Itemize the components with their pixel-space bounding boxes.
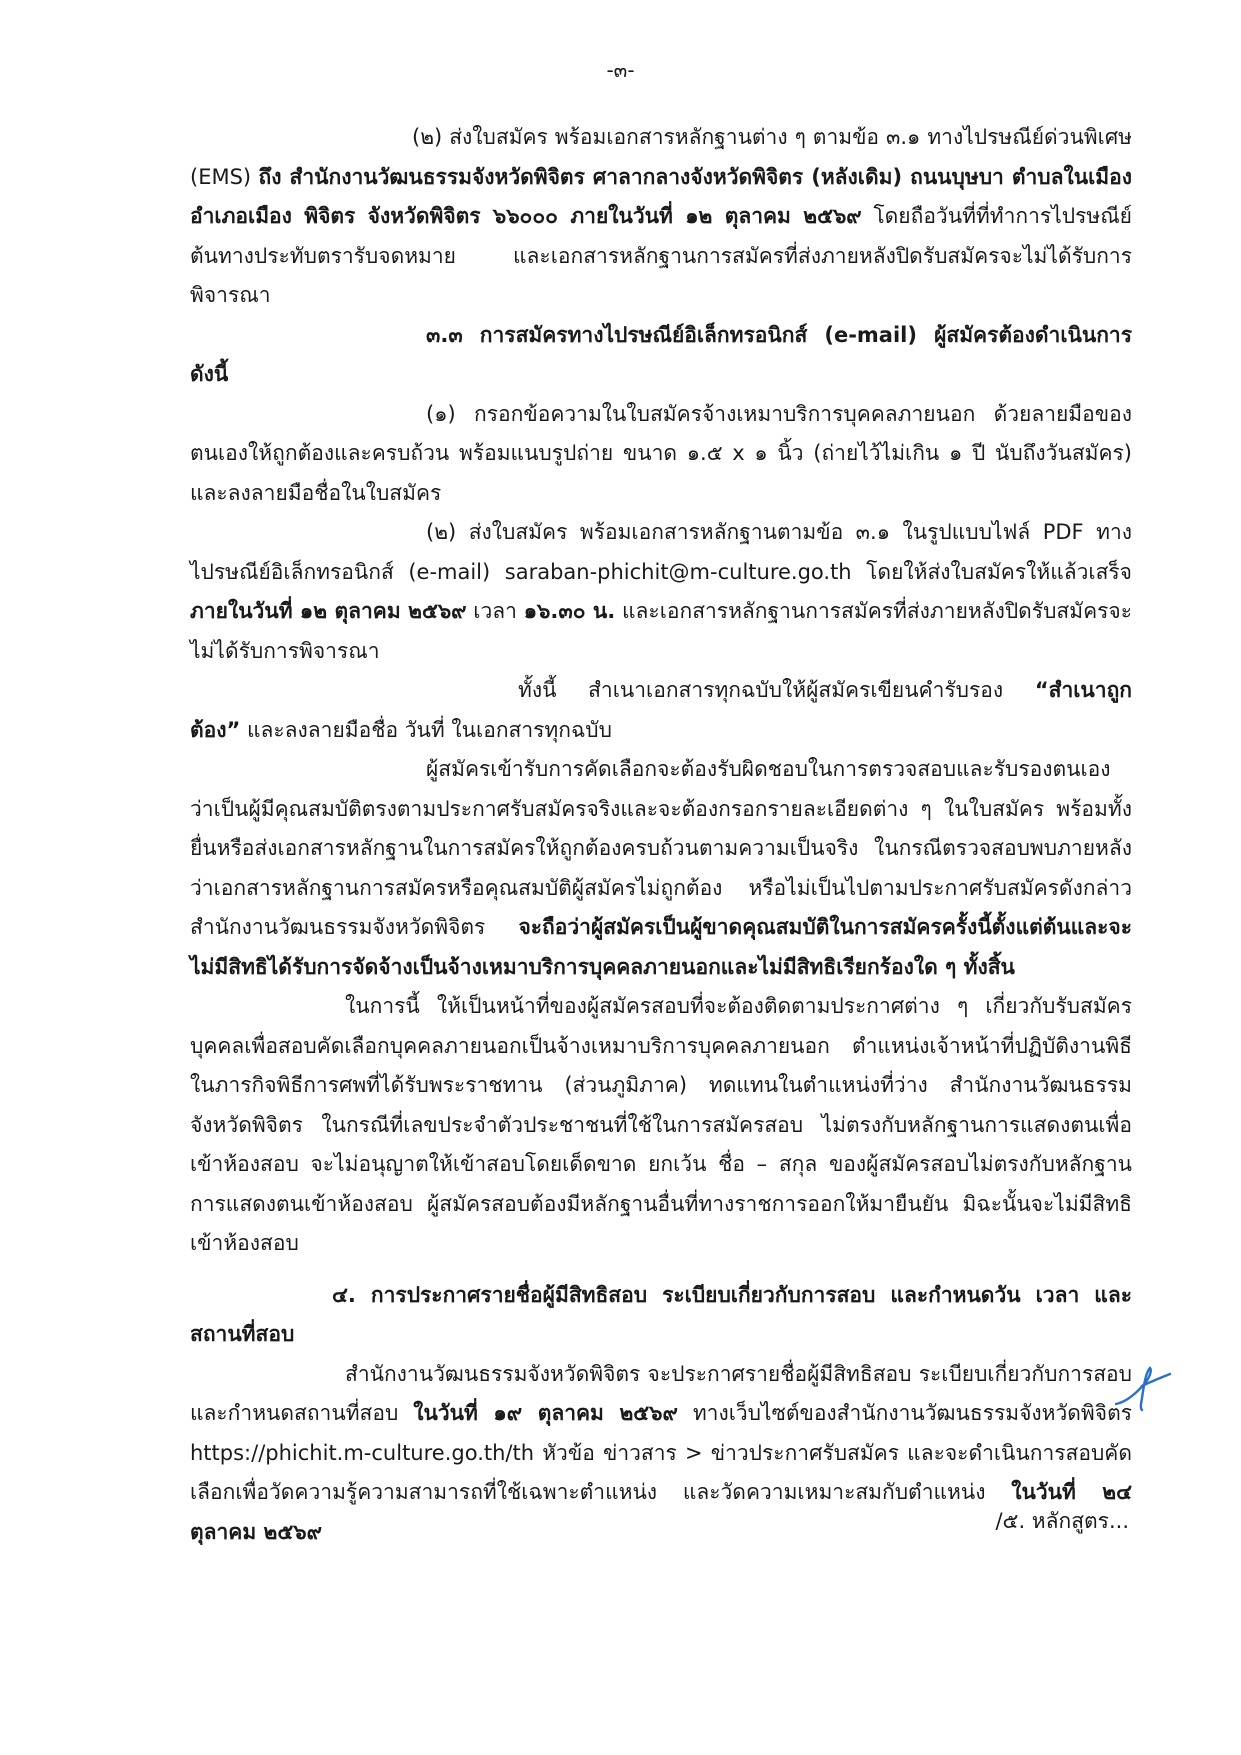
paragraph-email-step-1: (๑) กรอกข้อความในใบสมัครจ้างเหมาบริการบุคคลภายนอก ด้วยลายมือของตนเองให้ถูกต้องและครบถ้วน พร้อมแนบรูปถ่าย ขนาด ๑.๕ x ๑ นิ้ว (ถ่ายไว้ไม่เกิน ๑ ปี นับถึงวันสมัคร) และลงลายมือชื่อในใบสมัคร [190,401,1132,505]
paragraph-follow-announcements: ในการนี้ ให้เป็นหน้าที่ของผู้สมัครสอบที่จะต้องติดตามประกาศต่าง ๆ เกี่ยวกับรับสมัครบุคคลเพื่อสอบคัดเลือกบุคคลภายนอกเป็นจ้างเหมาบริการบุคคลภายนอก ตำแหน่งเจ้าหน้าที่ปฏิบัติงานพิธี ในภารกิจพิธีการศพที่ได้รับพระราชทาน (ส่วนภูมิภาค) ทดแทนในตำแหน่งที่ว่าง สำนักงานวัฒนธรรมจังหวัดพิจิตร ในกรณีที่เลขประจำตัวประชาชนที่ใช้ในการสมัครสอบ ไม่ตรงกับหลักฐานการแสดงตนเพื่อเข้าห้องสอบ จะไม่อนุญาตให้เข้าสอบโดยเด็ดขาด ยกเว้น ชื่อ – สกุล ของผู้สมัครสอบไม่ตรงกับหลักฐานการแสดงตนเข้าห้องสอบ ผู้สมัครสอบต้องมีหลักฐานอื่นที่ทางราชการออกให้มายืนยัน มิฉะนั้นจะไม่มีสิทธิเข้าห้องสอบ [190,994,1132,1255]
section-heading-4: ๔. การประกาศรายชื่อผู้มีสิทธิสอบ ระเบียบเกี่ยวกับการสอบ และกำหนดวัน เวลา และสถานที่สอบ [190,1282,1132,1346]
paragraph-applicant-responsibility: ผู้สมัครเข้ารับการคัดเลือกจะต้องรับผิดชอบในการตรวจสอบและรับรองตนเองว่าเป็นผู้มีคุณสมบัติตรงตามประกาศรับสมัครจริงและจะต้องกรอกรายละเอียดต่าง ๆ ในใบสมัคร พร้อมทั้งยื่นหรือส่งเอกสารหลักฐานในการสมัครให้ถูกต้องครบถ้วนตามความเป็นจริง ในกรณีตรวจสอบพบภายหลังว่าเอกสารหลักฐานการสมัครหรือคุณสมบัติผู้สมัครไม่ถูกต้อง หรือไม่เป็นไปตามประกาศรับสมัครดังกล่าว สำนักงานวัฒนธรรมจังหวัดพิจิตร จะถือว่าผู้สมัครเป็นผู้ขาดคุณสมบัติในการสมัครครั้งนี้ตั้งแต่ต้นและจะไม่มีสิทธิได้รับการจัดจ้างเป็นจ้างเหมาบริการบุคคลภายนอกและไม่มีสิทธิเรียกร้องใด ๆ ทั้งสิ้น [190,757,1132,979]
paragraph-email-step-2: (๒) ส่งใบสมัคร พร้อมเอกสารหลักฐานตามข้อ ๓.๑ ในรูปแบบไฟล์ PDF ทางไปรษณีย์อิเล็กทรอนิกส์ (e-mail) saraban-phichit@m-culture.go.th โดยให้ส่งใบสมัครให้แล้วเสร็จ ภายในวันที่ ๑๒ ตุลาคม ๒๕๖๙ เวลา ๑๖.๓๐ น. และเอกสารหลักฐานการสมัครที่ส่งภายหลังปิดรับสมัครจะไม่ได้รับการพิจารณา [190,520,1132,663]
signature-mark [1112,1364,1172,1412]
paragraph-exam-announcement: สำนักงานวัฒนธรรมจังหวัดพิจิตร จะประกาศรายชื่อผู้มีสิทธิสอบ ระเบียบเกี่ยวกับการสอบและกำหนดสถานที่สอบ ในวันที่ ๑๙ ตุลาคม ๒๕๖๙ ทางเว็บไซต์ของสำนักงานวัฒนธรรมจังหวัดพิจิตร https://phichit.m-culture.go.th/th หัวข้อ ข่าวสาร > ข่าวประกาศรับสมัคร และจะดำเนินการสอบคัดเลือกเพื่อวัดความรู้ความสามารถที่ใช้เฉพาะตำแหน่ง และวัดความเหมาะสมกับตำแหน่ง ในวันที่ ๒๔ ตุลาคม ๒๕๖๙ [190,1361,1132,1544]
paragraph-certify-copies: ทั้งนี้ สำเนาเอกสารทุกฉบับให้ผู้สมัครเขียนคำรับรอง “สำเนาถูกต้อง” และลงลายมือชื่อ วันที่ ในเอกสารทุกฉบับ [190,678,1132,742]
continuation-note: /๕. หลักสูตร... [995,1509,1129,1533]
document-body [190,118,1132,1552]
paragraph-ems-submission: (๒) ส่งใบสมัคร พร้อมเอกสารหลักฐานต่าง ๆ ตามข้อ ๓.๑ ทางไปรษณีย์ด่วนพิเศษ (EMS) ถึง สำนักงานวัฒนธรรมจังหวัดพิจิตร ศาลากลางจังหวัดพิจิตร (หลังเดิม) ถนนบุษบา ตำบลในเมือง อำเภอเมือง พิจิตร จังหวัดพิจิตร ๖๖๐๐๐ ภายในวันที่ ๑๒ ตุลาคม ๒๕๖๙ โดยถือวันที่ที่ทำการไปรษณีย์ต้นทางประทับตรารับจดหมาย และเอกสารหลักฐานการสมัครที่ส่งภายหลังปิดรับสมัครจะไม่ได้รับการพิจารณา [190,125,1132,307]
page-number: -๓- [606,58,635,82]
section-heading-3-3: ๓.๓ การสมัครทางไปรษณีย์อิเล็กทรอนิกส์ (e-mail) ผู้สมัครต้องดำเนินการ ดังนี้ [190,322,1132,386]
